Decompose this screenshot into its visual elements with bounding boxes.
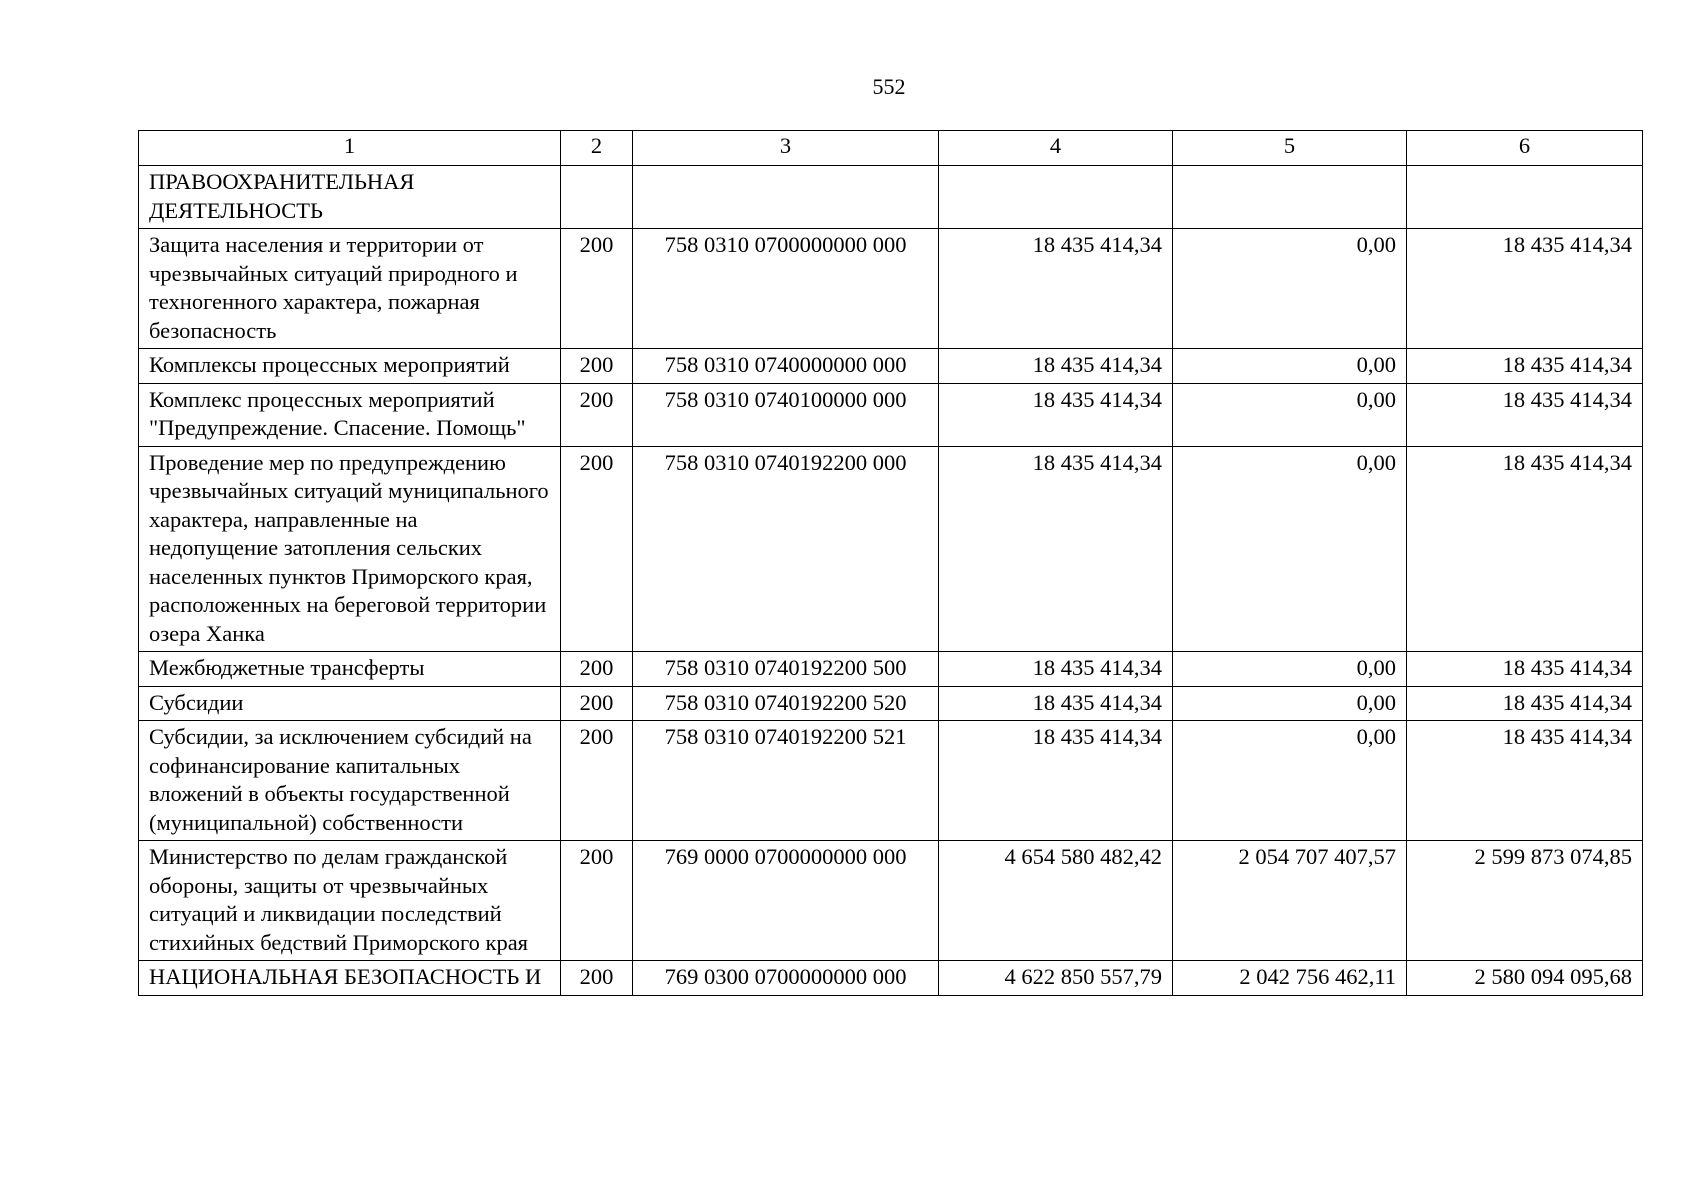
row-name: Министерство по делам гражданской обороны, защиты от чрезвычайных ситуаций и ликвидации последствий стихийных бедствий Приморского края xyxy=(139,841,561,961)
row-name: Субсидии xyxy=(139,686,561,721)
row-value-col4: 18 435 414,34 xyxy=(939,383,1173,446)
row-name: Защита населения и территории от чрезвычайных ситуаций природного и техногенного характера, пожарная безопасность xyxy=(139,229,561,349)
table-row xyxy=(139,721,1643,841)
row-code: 200 xyxy=(561,841,633,961)
row-name: Комплекс процессных мероприятий "Предупреждение. Спасение. Помощь" xyxy=(139,383,561,446)
row-value-col4: 18 435 414,34 xyxy=(939,721,1173,841)
row-value-col6: 18 435 414,34 xyxy=(1407,229,1643,349)
row-value-col5: 0,00 xyxy=(1173,229,1407,349)
row-value-col6: 18 435 414,34 xyxy=(1407,446,1643,652)
table-row xyxy=(139,686,1643,721)
table-row xyxy=(139,841,1643,961)
row-code: 200 xyxy=(561,349,633,384)
row-value-col5: 2 054 707 407,57 xyxy=(1173,841,1407,961)
column-header: 1 xyxy=(139,131,561,166)
table-row xyxy=(139,166,1643,229)
table-row xyxy=(139,349,1643,384)
row-value-col4: 4 622 850 557,79 xyxy=(939,961,1173,996)
table-row xyxy=(139,446,1643,652)
row-value-col5: 0,00 xyxy=(1173,652,1407,687)
column-header: 2 xyxy=(561,131,633,166)
row-name: Проведение мер по предупреждению чрезвычайных ситуаций муниципального характера, направленные на недопущение затопления сельских населенных пунктов Приморского края, расположенных на береговой территории озера Ханка xyxy=(139,446,561,652)
table-row xyxy=(139,229,1643,349)
row-value-col5: 0,00 xyxy=(1173,349,1407,384)
row-code xyxy=(561,166,633,229)
row-value-col4: 18 435 414,34 xyxy=(939,686,1173,721)
row-name: НАЦИОНАЛЬНАЯ БЕЗОПАСНОСТЬ И xyxy=(139,961,561,996)
row-classification-code: 758 0310 0740192200 520 xyxy=(633,686,939,721)
row-code: 200 xyxy=(561,652,633,687)
row-classification-code xyxy=(633,166,939,229)
row-code: 200 xyxy=(561,686,633,721)
row-name: ПРАВООХРАНИТЕЛЬНАЯ ДЕЯТЕЛЬНОСТЬ xyxy=(139,166,561,229)
row-value-col4 xyxy=(939,166,1173,229)
row-classification-code: 758 0310 0740000000 000 xyxy=(633,349,939,384)
row-name: Межбюджетные трансферты xyxy=(139,652,561,687)
row-value-col5: 2 042 756 462,11 xyxy=(1173,961,1407,996)
row-value-col6: 18 435 414,34 xyxy=(1407,349,1643,384)
budget-table xyxy=(138,130,1643,996)
row-value-col4: 18 435 414,34 xyxy=(939,229,1173,349)
row-code: 200 xyxy=(561,229,633,349)
row-value-col6: 2 599 873 074,85 xyxy=(1407,841,1643,961)
page-number: 552 xyxy=(872,74,906,99)
row-classification-code: 769 0000 0700000000 000 xyxy=(633,841,939,961)
row-value-col4: 18 435 414,34 xyxy=(939,349,1173,384)
column-header: 3 xyxy=(633,131,939,166)
table-row xyxy=(139,652,1643,687)
row-code: 200 xyxy=(561,721,633,841)
row-value-col5: 0,00 xyxy=(1173,686,1407,721)
row-value-col6: 18 435 414,34 xyxy=(1407,721,1643,841)
row-classification-code: 758 0310 0700000000 000 xyxy=(633,229,939,349)
row-code: 200 xyxy=(561,383,633,446)
column-header: 5 xyxy=(1173,131,1407,166)
row-value-col5 xyxy=(1173,166,1407,229)
row-value-col4: 18 435 414,34 xyxy=(939,446,1173,652)
row-value-col6: 18 435 414,34 xyxy=(1407,686,1643,721)
row-value-col6: 2 580 094 095,68 xyxy=(1407,961,1643,996)
row-value-col6 xyxy=(1407,166,1643,229)
row-classification-code: 758 0310 0740192200 521 xyxy=(633,721,939,841)
row-classification-code: 758 0310 0740100000 000 xyxy=(633,383,939,446)
row-value-col6: 18 435 414,34 xyxy=(1407,383,1643,446)
row-name: Комплексы процессных мероприятий xyxy=(139,349,561,384)
column-header: 6 xyxy=(1407,131,1643,166)
row-classification-code: 758 0310 0740192200 500 xyxy=(633,652,939,687)
column-header: 4 xyxy=(939,131,1173,166)
row-value-col5: 0,00 xyxy=(1173,446,1407,652)
row-name: Субсидии, за исключением субсидий на софинансирование капитальных вложений в объекты государственной (муниципальной) собственности xyxy=(139,721,561,841)
row-classification-code: 769 0300 0700000000 000 xyxy=(633,961,939,996)
row-value-col5: 0,00 xyxy=(1173,721,1407,841)
row-code: 200 xyxy=(561,961,633,996)
row-classification-code: 758 0310 0740192200 000 xyxy=(633,446,939,652)
row-value-col4: 18 435 414,34 xyxy=(939,652,1173,687)
table-row xyxy=(139,961,1643,996)
row-value-col6: 18 435 414,34 xyxy=(1407,652,1643,687)
table-row xyxy=(139,383,1643,446)
row-code: 200 xyxy=(561,446,633,652)
table-header-row xyxy=(139,131,1643,166)
row-value-col5: 0,00 xyxy=(1173,383,1407,446)
row-value-col4: 4 654 580 482,42 xyxy=(939,841,1173,961)
